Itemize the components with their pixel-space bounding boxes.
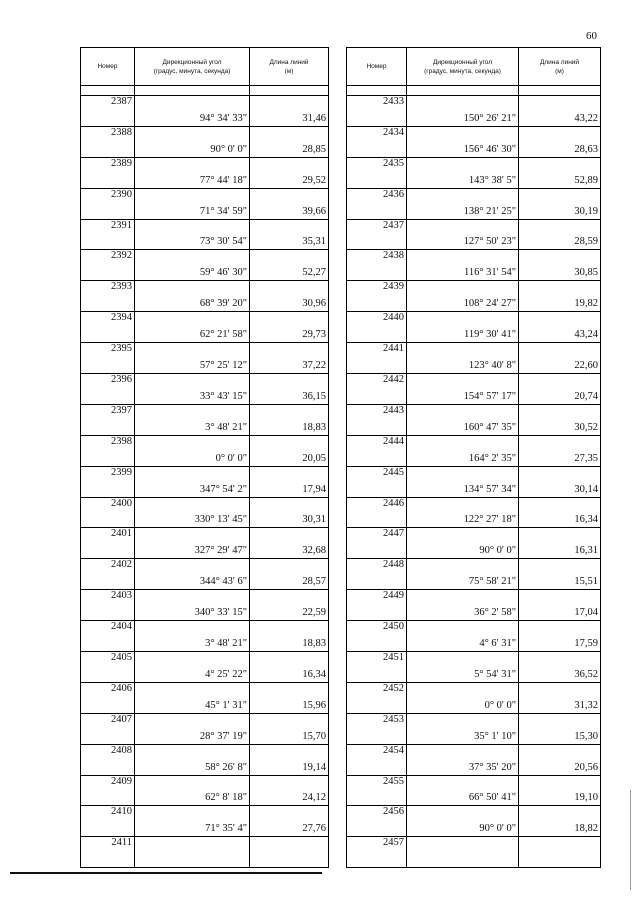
angle-header: Дирекционный угол (градус, минута, секунда) [407, 48, 519, 86]
line-length-cell: 18,83 [250, 621, 329, 652]
table-row [81, 96, 329, 127]
line-length-cell: 32,68 [250, 528, 329, 559]
point-number-cell: 2404 [81, 621, 135, 652]
bearing-angle-cell: 3° 48' 21" [135, 404, 250, 435]
bearing-angle-cell: 156° 46' 30" [407, 126, 519, 157]
point-number-cell: 2408 [81, 744, 135, 775]
bearing-angle-cell: 35° 1' 10" [407, 713, 519, 744]
table-row [347, 652, 601, 683]
table-row [347, 281, 601, 312]
point-number-cell: 2455 [347, 775, 407, 806]
point-number-cell: 2453 [347, 713, 407, 744]
table-row [81, 682, 329, 713]
point-number-cell: 2395 [81, 343, 135, 374]
table-row [81, 343, 329, 374]
point-number-cell: 2457 [347, 837, 407, 868]
bearing-angle-cell [407, 837, 519, 868]
point-number-cell: 2447 [347, 528, 407, 559]
line-length-cell: 36,15 [250, 374, 329, 405]
bearing-angle-cell: 138° 21' 25" [407, 188, 519, 219]
table-row [81, 466, 329, 497]
point-number-cell: 2406 [81, 682, 135, 713]
point-number-cell: 2403 [81, 590, 135, 621]
point-number-cell: 2400 [81, 497, 135, 528]
bearing-angle-cell: 62° 8' 18" [135, 775, 250, 806]
line-length-cell: 31,32 [519, 682, 601, 713]
bearing-angle-cell: 94° 34' 33" [135, 96, 250, 127]
line-length-cell: 15,30 [519, 713, 601, 744]
line-length-cell: 28,85 [250, 126, 329, 157]
spacer-cell [81, 86, 135, 96]
line-length-cell: 37,22 [250, 343, 329, 374]
line-length-cell: 52,27 [250, 250, 329, 281]
bearing-angle-cell: 71° 35' 4" [135, 806, 250, 837]
line-length-cell: 20,74 [519, 374, 601, 405]
line-length-cell: 31,46 [250, 96, 329, 127]
table-row [347, 466, 601, 497]
line-length-cell: 20,05 [250, 435, 329, 466]
table-row [347, 559, 601, 590]
table-row [81, 806, 329, 837]
point-number-cell: 2389 [81, 157, 135, 188]
table-row [347, 435, 601, 466]
bearing-angle-cell: 90° 0' 0" [407, 528, 519, 559]
point-number-cell: 2407 [81, 713, 135, 744]
table-row [81, 590, 329, 621]
point-number-cell: 2451 [347, 652, 407, 683]
bearing-angle-cell: 134° 57' 34" [407, 466, 519, 497]
line-length-cell: 28,57 [250, 559, 329, 590]
header-row [81, 48, 329, 86]
spacer-row [81, 86, 329, 96]
table-row [347, 250, 601, 281]
point-number-cell: 2387 [81, 96, 135, 127]
line-length-cell: 30,19 [519, 188, 601, 219]
point-number-cell: 2444 [347, 435, 407, 466]
point-number-cell: 2402 [81, 559, 135, 590]
line-length-cell: 35,31 [250, 219, 329, 250]
point-number-cell: 2441 [347, 343, 407, 374]
table-row [347, 775, 601, 806]
point-number-cell: 2437 [347, 219, 407, 250]
point-number-cell: 2445 [347, 466, 407, 497]
line-length-cell: 30,96 [250, 281, 329, 312]
point-number-cell: 2388 [81, 126, 135, 157]
point-number-cell: 2443 [347, 404, 407, 435]
table-row [347, 219, 601, 250]
bearing-angle-cell: 154° 57' 17" [407, 374, 519, 405]
number-header: Номер [347, 48, 407, 86]
point-number-cell: 2435 [347, 157, 407, 188]
table-row [347, 188, 601, 219]
page-number: 60 [586, 30, 597, 42]
point-number-cell: 2399 [81, 466, 135, 497]
point-number-cell: 2446 [347, 497, 407, 528]
point-number-cell: 2436 [347, 188, 407, 219]
bearing-angle-cell: 4° 25' 22" [135, 652, 250, 683]
table-row [347, 157, 601, 188]
table-row [347, 837, 601, 868]
line-length-cell: 24,12 [250, 775, 329, 806]
bearing-angle-cell: 73° 30' 54" [135, 219, 250, 250]
line-length-cell: 19,82 [519, 281, 601, 312]
table-row [81, 312, 329, 343]
bearing-angle-cell: 150° 26' 21" [407, 96, 519, 127]
line-length-cell: 27,76 [250, 806, 329, 837]
bearing-angle-cell: 344° 43' 6" [135, 559, 250, 590]
line-length-cell: 15,70 [250, 713, 329, 744]
spacer-cell [250, 86, 329, 96]
table-row [81, 435, 329, 466]
bearing-angle-cell: 143° 38' 5" [407, 157, 519, 188]
spacer-row [347, 86, 601, 96]
table-row [347, 96, 601, 127]
bearing-angle-cell: 119° 30' 41" [407, 312, 519, 343]
line-length-cell: 15,96 [250, 682, 329, 713]
line-length-cell: 22,59 [250, 590, 329, 621]
line-length-cell: 16,31 [519, 528, 601, 559]
point-number-cell: 2439 [347, 281, 407, 312]
table-row [81, 652, 329, 683]
point-number-cell: 2410 [81, 806, 135, 837]
bearing-angle-cell: 37° 35' 20" [407, 744, 519, 775]
point-number-cell: 2397 [81, 404, 135, 435]
table-row [347, 682, 601, 713]
point-number-cell: 2409 [81, 775, 135, 806]
line-length-cell: 30,31 [250, 497, 329, 528]
point-number-cell: 2391 [81, 219, 135, 250]
table-row [81, 837, 329, 868]
bearing-angle-cell: 77° 44' 18" [135, 157, 250, 188]
right-table-body [347, 86, 601, 868]
bearing-angle-cell: 5° 54' 31" [407, 652, 519, 683]
bearing-angle-cell: 66° 50' 41" [407, 775, 519, 806]
bearing-angle-cell: 59° 46' 30" [135, 250, 250, 281]
line-length-cell: 17,04 [519, 590, 601, 621]
table-row [81, 188, 329, 219]
table-row [347, 590, 601, 621]
point-number-cell: 2454 [347, 744, 407, 775]
table-row [81, 497, 329, 528]
spacer-cell [519, 86, 601, 96]
point-number-cell: 2390 [81, 188, 135, 219]
table-row [347, 497, 601, 528]
point-number-cell: 2433 [347, 96, 407, 127]
point-number-cell: 2393 [81, 281, 135, 312]
bearing-angle-cell: 164° 2' 35" [407, 435, 519, 466]
line-length-cell: 18,82 [519, 806, 601, 837]
line-length-cell: 29,73 [250, 312, 329, 343]
line-length-cell: 36,52 [519, 652, 601, 683]
bearing-angle-cell: 45° 1' 31" [135, 682, 250, 713]
line-length-cell: 30,52 [519, 404, 601, 435]
number-header: Номер [81, 48, 135, 86]
bearing-angle-cell: 71° 34' 59" [135, 188, 250, 219]
table-row [81, 250, 329, 281]
line-length-cell: 27,35 [519, 435, 601, 466]
left-table-body [81, 86, 329, 868]
table-row [81, 621, 329, 652]
length-header: Длина линий (м) [519, 48, 601, 86]
bearing-angle-cell: 330° 13' 45" [135, 497, 250, 528]
line-length-cell: 15,51 [519, 559, 601, 590]
length-header: Длина линий (м) [250, 48, 329, 86]
header-row [347, 48, 601, 86]
line-length-cell: 28,63 [519, 126, 601, 157]
table-row [81, 775, 329, 806]
bearing-angle-cell: 347° 54' 2" [135, 466, 250, 497]
point-number-cell: 2396 [81, 374, 135, 405]
line-length-cell: 18,83 [250, 404, 329, 435]
bearing-angle-cell: 327° 29' 47" [135, 528, 250, 559]
bearing-angle-cell: 160° 47' 35" [407, 404, 519, 435]
table-row [81, 744, 329, 775]
point-number-cell: 2452 [347, 682, 407, 713]
point-number-cell: 2449 [347, 590, 407, 621]
bearing-angle-cell: 0° 0' 0" [135, 435, 250, 466]
line-length-cell: 17,59 [519, 621, 601, 652]
table-row [81, 559, 329, 590]
table-row [81, 713, 329, 744]
bearing-angle-cell: 116° 31' 54" [407, 250, 519, 281]
bearing-angle-cell: 68° 39' 20" [135, 281, 250, 312]
point-number-cell: 2411 [81, 837, 135, 868]
line-length-cell: 52,89 [519, 157, 601, 188]
table-row [347, 312, 601, 343]
point-number-cell: 2401 [81, 528, 135, 559]
line-length-cell [519, 837, 601, 868]
bearing-angle-cell: 108° 24' 27" [407, 281, 519, 312]
line-length-cell: 30,85 [519, 250, 601, 281]
spacer-cell [135, 86, 250, 96]
line-length-cell: 43,22 [519, 96, 601, 127]
left-bearing-table [80, 47, 329, 868]
bearing-angle-cell: 75° 58' 21" [407, 559, 519, 590]
line-length-cell: 43,24 [519, 312, 601, 343]
bearing-angle-cell: 28° 37' 19" [135, 713, 250, 744]
line-length-cell: 19,14 [250, 744, 329, 775]
bearing-angle-cell: 3° 48' 21" [135, 621, 250, 652]
table-row [347, 126, 601, 157]
bearing-angle-cell: 90° 0' 0" [407, 806, 519, 837]
bearing-angle-cell: 0° 0' 0" [407, 682, 519, 713]
line-length-cell [250, 837, 329, 868]
point-number-cell: 2450 [347, 621, 407, 652]
line-length-cell: 39,66 [250, 188, 329, 219]
bearing-angle-cell: 57° 25' 12" [135, 343, 250, 374]
point-number-cell: 2405 [81, 652, 135, 683]
bearing-angle-cell: 4° 6' 31" [407, 621, 519, 652]
line-length-cell: 28,59 [519, 219, 601, 250]
table-row [347, 806, 601, 837]
spacer-cell [347, 86, 407, 96]
line-length-cell: 29,52 [250, 157, 329, 188]
point-number-cell: 2392 [81, 250, 135, 281]
bearing-angle-cell: 122° 27' 18" [407, 497, 519, 528]
table-row [81, 219, 329, 250]
spacer-cell [407, 86, 519, 96]
table-row [347, 621, 601, 652]
bearing-angle-cell: 33° 43' 15" [135, 374, 250, 405]
table-row [347, 528, 601, 559]
line-length-cell: 17,94 [250, 466, 329, 497]
table-row [347, 744, 601, 775]
point-number-cell: 2448 [347, 559, 407, 590]
line-length-cell: 16,34 [250, 652, 329, 683]
table-row [81, 374, 329, 405]
angle-header: Дирекционный угол (градус, минута, секунда) [135, 48, 250, 86]
table-row [81, 281, 329, 312]
point-number-cell: 2398 [81, 435, 135, 466]
bearing-angle-cell: 123° 40' 8" [407, 343, 519, 374]
bearing-angle-cell: 340° 33' 15" [135, 590, 250, 621]
table-row [347, 374, 601, 405]
right-bearing-table [346, 47, 601, 868]
line-length-cell: 20,56 [519, 744, 601, 775]
bearing-angle-cell: 58° 26' 8" [135, 744, 250, 775]
line-length-cell: 19,10 [519, 775, 601, 806]
table-row [347, 713, 601, 744]
scan-edge-mark [630, 790, 631, 890]
footer-rule [10, 872, 322, 874]
table-row [81, 528, 329, 559]
table-row [81, 126, 329, 157]
point-number-cell: 2438 [347, 250, 407, 281]
bearing-angle-cell: 36° 2' 58" [407, 590, 519, 621]
point-number-cell: 2442 [347, 374, 407, 405]
table-row [347, 404, 601, 435]
bearing-angle-cell: 90° 0' 0" [135, 126, 250, 157]
point-number-cell: 2394 [81, 312, 135, 343]
line-length-cell: 22,60 [519, 343, 601, 374]
line-length-cell: 30,14 [519, 466, 601, 497]
bearing-angle-cell: 62° 21' 58" [135, 312, 250, 343]
point-number-cell: 2456 [347, 806, 407, 837]
line-length-cell: 16,34 [519, 497, 601, 528]
table-row [347, 343, 601, 374]
point-number-cell: 2440 [347, 312, 407, 343]
table-row [81, 157, 329, 188]
table-row [81, 404, 329, 435]
bearing-angle-cell [135, 837, 250, 868]
bearing-angle-cell: 127° 50' 23" [407, 219, 519, 250]
point-number-cell: 2434 [347, 126, 407, 157]
